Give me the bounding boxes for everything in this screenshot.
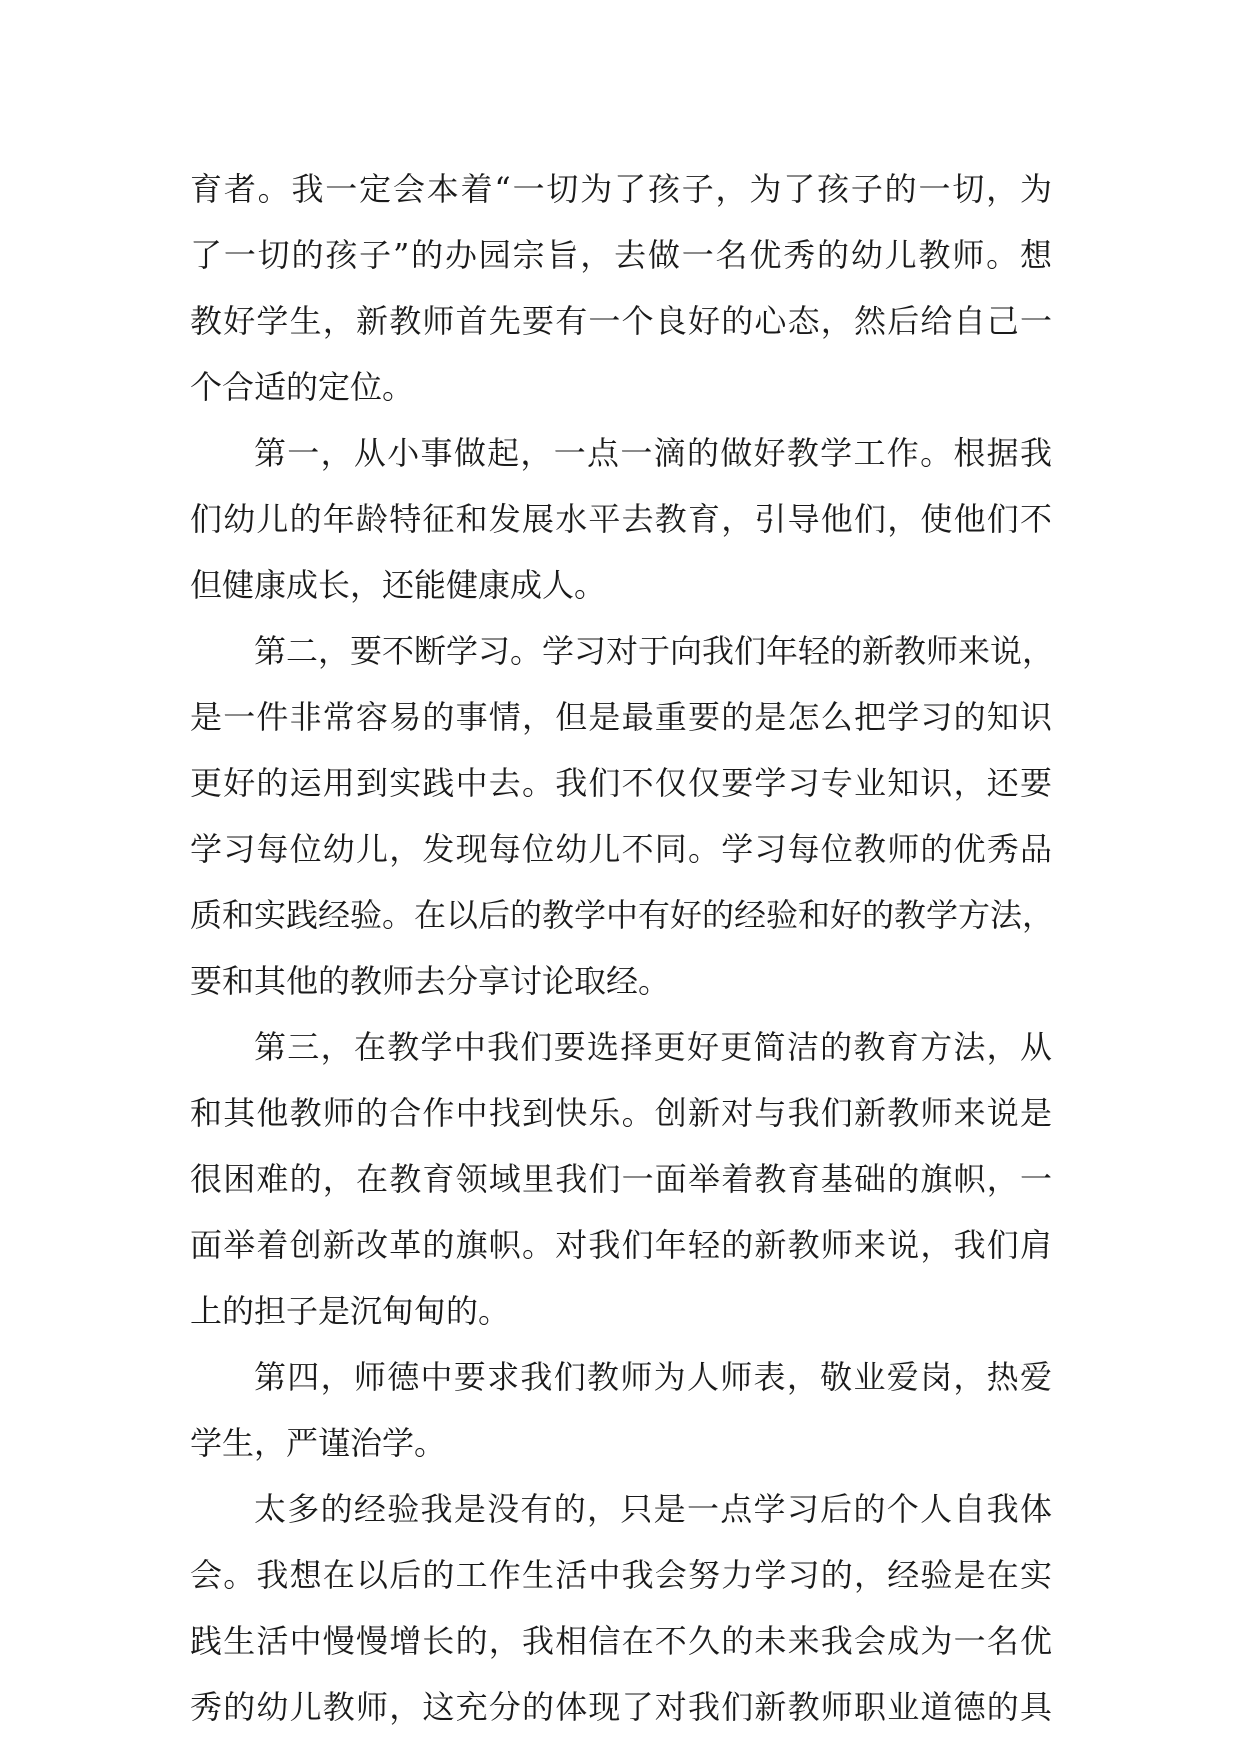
text-line: 要和其他的教师去分享讨论取经。 xyxy=(190,962,671,1000)
text-line: 学习每位幼儿，发现每位幼儿不同。学习每位教师的优秀品 xyxy=(190,830,1052,868)
text-line: 上的担子是沉甸甸的。 xyxy=(190,1292,511,1330)
document-body xyxy=(190,156,1055,1740)
text-line: 了一切的孩子”的办园宗旨，去做一名优秀的幼儿教师。想 xyxy=(190,236,1052,274)
text-line: 践生活中慢慢增长的，我相信在不久的未来我会成为一名优 xyxy=(190,1622,1052,1660)
paragraph-first-line: 太多的经验我是没有的，只是一点学习后的个人自我体 xyxy=(254,1490,1052,1528)
text-line: 和其他教师的合作中找到快乐。创新对与我们新教师来说是 xyxy=(190,1094,1052,1132)
text-line: 面举着创新改革的旗帜。对我们年轻的新教师来说，我们肩 xyxy=(190,1226,1052,1264)
paragraph-first-line: 第四，师德中要求我们教师为人师表，敬业爱岗，热爱 xyxy=(254,1358,1052,1396)
text-line: 更好的运用到实践中去。我们不仅仅要学习专业知识，还要 xyxy=(190,764,1052,802)
text-line: 教好学生，新教师首先要有一个良好的心态，然后给自己一 xyxy=(190,302,1052,340)
text-line: 学生，严谨治学。 xyxy=(190,1424,447,1462)
text-line: 会。我想在以后的工作生活中我会努力学习的，经验是在实 xyxy=(190,1556,1052,1594)
text-line: 是一件非常容易的事情，但是最重要的是怎么把学习的知识 xyxy=(190,698,1052,736)
paragraph-first-line: 第一，从小事做起，一点一滴的做好教学工作。根据我 xyxy=(254,434,1052,472)
text-line: 质和实践经验。在以后的教学中有好的经验和好的教学方法， xyxy=(190,896,1055,934)
text-line: 但健康成长，还能健康成人。 xyxy=(190,566,607,604)
paragraph-first-line: 第二，要不断学习。学习对于向我们年轻的新教师来说， xyxy=(254,632,1055,670)
paragraph-first-line: 第三，在教学中我们要选择更好更简洁的教育方法，从 xyxy=(254,1028,1052,1066)
text-line: 育者。我一定会本着“一切为了孩子，为了孩子的一切，为 xyxy=(190,170,1052,208)
text-line: 秀的幼儿教师，这充分的体现了对我们新教师职业道德的具 xyxy=(190,1688,1052,1726)
text-line: 们幼儿的年龄特征和发展水平去教育，引导他们，使他们不 xyxy=(190,500,1052,538)
text-line: 个合适的定位。 xyxy=(190,368,415,406)
text-line: 很困难的，在教育领域里我们一面举着教育基础的旗帜，一 xyxy=(190,1160,1052,1198)
